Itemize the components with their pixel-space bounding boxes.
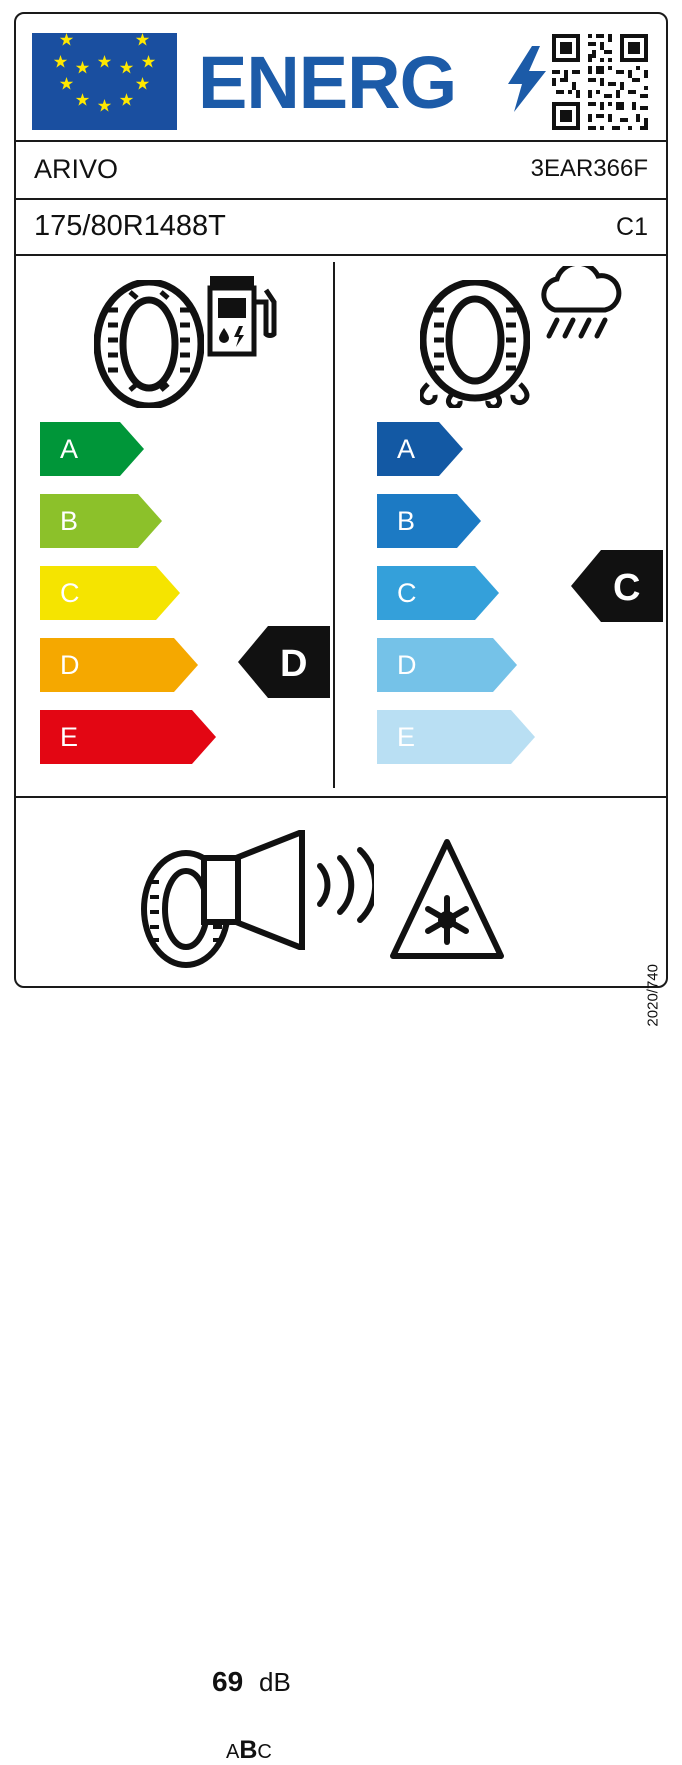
- eu-flag-svg: [32, 33, 177, 130]
- lightning-bolt-icon: [508, 46, 546, 112]
- label-date: 2020/740: [645, 964, 662, 1027]
- eu-flag-icon: [32, 33, 177, 130]
- fuel-grade-d-label: D: [60, 650, 80, 680]
- wet-grade-e-label: E: [397, 722, 416, 752]
- noise-value: 69: [212, 1666, 244, 1697]
- energy-label-card: [14, 12, 668, 1764]
- tyre-class: C1: [616, 213, 648, 241]
- brand-name: ARIVO: [34, 154, 119, 184]
- fuel-rating-marker: [238, 626, 330, 698]
- snowflake-mountain-icon: [388, 836, 506, 969]
- wet-rating-marker: [571, 550, 663, 622]
- noise-class-a: A: [226, 1741, 240, 1763]
- tyre-icon: [94, 280, 204, 413]
- rain-cloud-icon: [531, 266, 627, 361]
- wet-grade-c-label: C: [397, 578, 417, 608]
- fuel-grade-e-label: E: [60, 722, 79, 752]
- sku-code: 3EAR366F: [530, 155, 648, 182]
- fuel-grade-c-label: C: [60, 578, 80, 608]
- wet-grade-b-label: B: [397, 506, 416, 536]
- wet-grade-e: [377, 710, 535, 764]
- divider-header: [16, 140, 666, 142]
- wet-grade-d-label: D: [397, 650, 417, 680]
- page-title: ENERG: [198, 41, 457, 124]
- fuel-grade-a-label: A: [60, 434, 79, 464]
- fuel-grade-c: [40, 566, 180, 620]
- tyre-size: 175/80R1488T: [34, 210, 226, 242]
- fuel-grade-b-label: B: [60, 506, 79, 536]
- tyre-wet-icon: [420, 280, 530, 413]
- noise-unit: dB: [259, 1667, 291, 1697]
- wet-grade-a: [377, 422, 463, 476]
- noise-class-scale: [226, 1736, 272, 1765]
- fuel-rating-letter: D: [280, 643, 308, 685]
- noise-class-c: C: [257, 1741, 272, 1763]
- divider-brand: [16, 198, 666, 200]
- qr-code-icon: [552, 34, 648, 130]
- wet-grip-panel: [335, 262, 668, 792]
- fuel-grade-d: [40, 638, 198, 692]
- label-header: [16, 14, 666, 140]
- wet-rating-letter: C: [613, 567, 641, 609]
- fuel-efficiency-panel: [16, 262, 333, 792]
- fuel-grade-b: [40, 494, 162, 548]
- wet-grade-b: [377, 494, 481, 548]
- wet-grade-c: [377, 566, 499, 620]
- fuel-grade-a: [40, 422, 144, 476]
- wet-grade-a-label: A: [397, 434, 416, 464]
- wet-grade-d: [377, 638, 517, 692]
- divider-size: [16, 254, 666, 256]
- fuel-grade-e: [40, 710, 216, 764]
- sound-waves-icon: [312, 844, 374, 931]
- fuel-pump-icon: [206, 272, 278, 363]
- noise-class-b: B: [239, 1736, 258, 1764]
- speaker-icon: [196, 830, 308, 955]
